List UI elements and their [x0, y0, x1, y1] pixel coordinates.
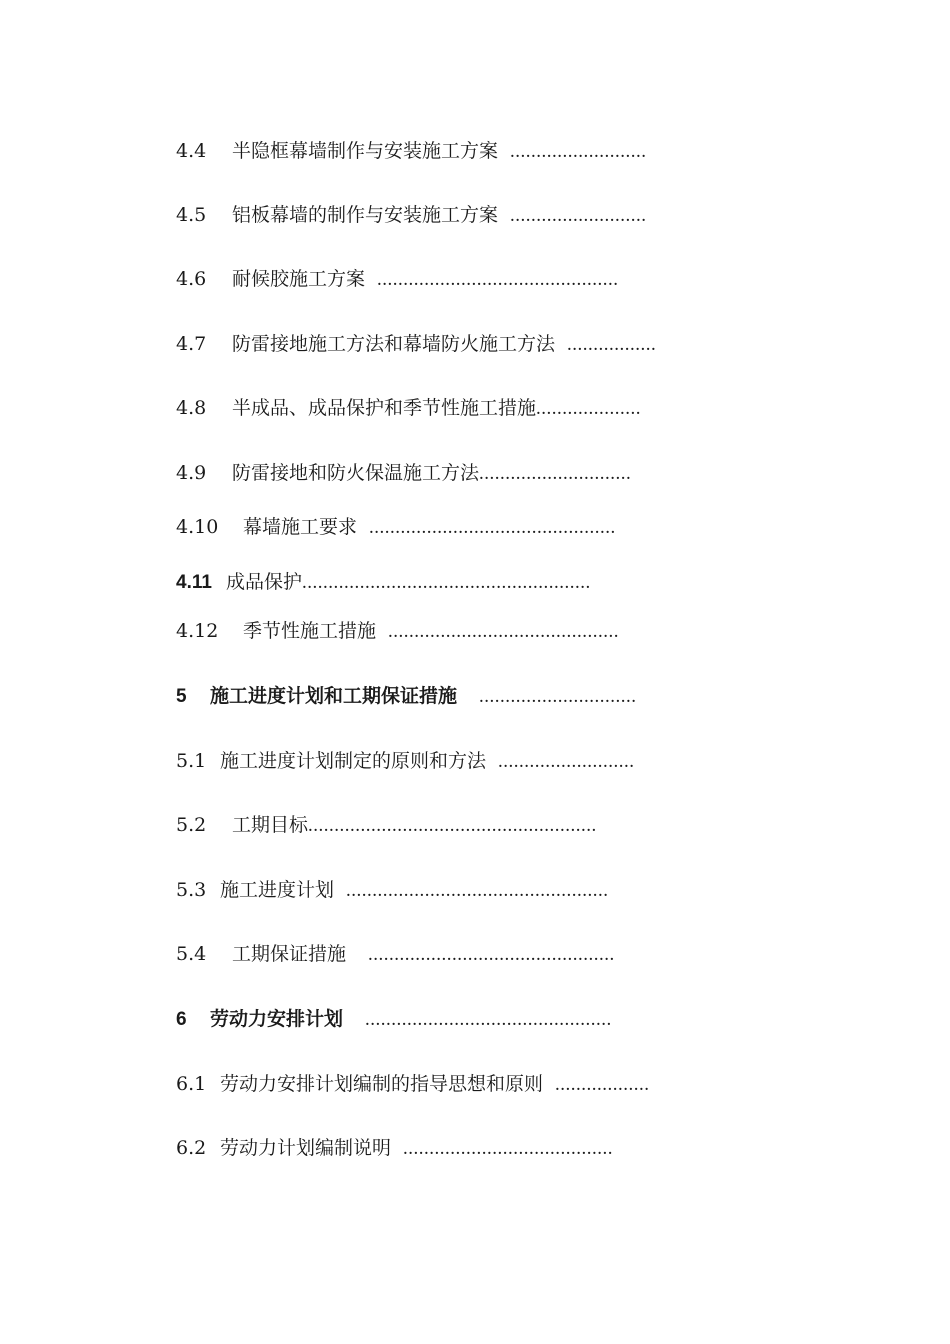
toc-leader-dots: ..............................: [479, 686, 637, 707]
toc-number: 4.11: [176, 572, 212, 593]
toc-line-4-10[interactable]: [176, 514, 616, 541]
toc-leader-dots: ..........................: [510, 141, 647, 162]
toc-title: 施工进度计划和工期保证措施: [210, 685, 458, 707]
toc-title: 劳动力安排计划编制的指导思想和原则: [220, 1073, 544, 1095]
toc-line-5-3[interactable]: [176, 877, 609, 904]
toc-title: 幕墙施工要求: [243, 516, 358, 538]
toc-number: 5.1: [176, 750, 207, 772]
toc-leader-dots: ...............................................: [369, 517, 616, 538]
toc-number: 4.5: [176, 204, 207, 226]
toc-title: 工期保证措施: [232, 943, 347, 965]
toc-leader-dots: ........................................: [403, 1138, 614, 1159]
toc-number: 5.3: [176, 879, 207, 901]
toc-line-5-4[interactable]: [176, 941, 615, 968]
toc-leader-dots: .............................: [479, 463, 632, 484]
toc-title: 劳动力安排计划: [210, 1008, 344, 1030]
toc-number: 6: [176, 1009, 187, 1030]
toc-title: 耐候胶施工方案: [232, 268, 366, 290]
toc-number: 5.4: [176, 943, 207, 965]
toc-leader-dots: ............................................: [388, 621, 620, 642]
toc-line-4-7[interactable]: [176, 331, 656, 358]
toc-number: 4.4: [176, 140, 207, 162]
toc-number: 4.8: [176, 397, 207, 419]
toc-title: 工期目标: [232, 814, 309, 836]
toc-number: 4.9: [176, 462, 207, 484]
toc-number: 4.7: [176, 333, 207, 355]
toc-leader-dots: ..............................................: [377, 269, 619, 290]
toc-line-4-12[interactable]: [176, 618, 619, 645]
toc-leader-dots: ..........................: [498, 751, 635, 772]
toc-line-4-11[interactable]: [176, 569, 591, 596]
toc-title: 成品保护: [226, 571, 303, 593]
toc-number: 6.2: [176, 1137, 207, 1159]
toc-leader-dots: ..................................................: [346, 880, 609, 901]
toc-title: 半隐框幕墙制作与安装施工方案: [232, 140, 499, 162]
toc-line-4-9[interactable]: [176, 460, 631, 487]
toc-number: 5: [176, 686, 187, 707]
toc-line-4-5[interactable]: [176, 202, 647, 229]
toc-title: 防雷接地和防火保温施工方法: [232, 462, 480, 484]
toc-line-5-1[interactable]: [176, 748, 635, 775]
toc-leader-dots: ...............................................: [365, 1009, 612, 1030]
toc-chapter-6[interactable]: [176, 1006, 612, 1033]
toc-title: 施工进度计划: [220, 879, 335, 901]
toc-line-4-4[interactable]: [176, 138, 647, 165]
toc-line-4-6[interactable]: [176, 266, 619, 293]
toc-title: 季节性施工措施: [243, 620, 377, 642]
toc-leader-dots: .................: [567, 334, 657, 355]
toc-leader-dots: .......................................................: [302, 572, 591, 593]
toc-line-4-8[interactable]: [176, 395, 641, 422]
toc-leader-dots: ....................: [536, 398, 642, 419]
toc-chapter-5[interactable]: [176, 683, 637, 710]
toc-number: 5.2: [176, 814, 207, 836]
toc-title: 防雷接地施工方法和幕墙防火施工方法: [232, 333, 556, 355]
toc-leader-dots: ..................: [555, 1074, 650, 1095]
toc-leader-dots: ...............................................: [368, 944, 615, 965]
toc-title: 半成品、成品保护和季节性施工措施: [232, 397, 537, 419]
toc-title: 铝板幕墙的制作与安装施工方案: [232, 204, 499, 226]
toc-line-6-1[interactable]: [176, 1071, 650, 1098]
toc-leader-dots: ..........................: [510, 205, 647, 226]
toc-number: 4.10: [176, 516, 219, 538]
toc-line-5-2[interactable]: [176, 812, 597, 839]
toc-title: 劳动力计划编制说明: [220, 1137, 392, 1159]
toc-number: 6.1: [176, 1073, 207, 1095]
toc-line-6-2[interactable]: [176, 1135, 613, 1162]
toc-leader-dots: .......................................................: [308, 815, 597, 836]
toc-number: 4.12: [176, 620, 219, 642]
toc-title: 施工进度计划制定的原则和方法: [220, 750, 487, 772]
toc-number: 4.6: [176, 268, 207, 290]
